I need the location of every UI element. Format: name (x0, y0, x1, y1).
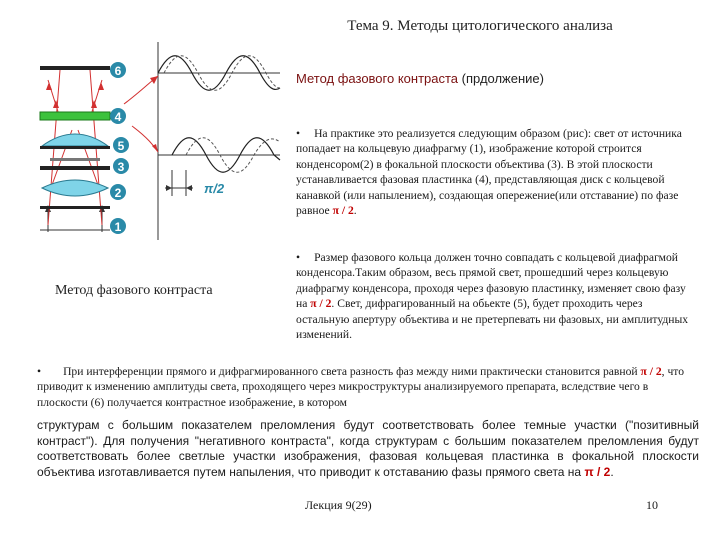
bullet: • (37, 365, 42, 378)
pi-symbol: π / 2 (310, 297, 332, 311)
subtitle-rest: (прдолжение) (458, 71, 544, 86)
label-3: 3 (117, 160, 125, 174)
condenser-lens-2 (42, 180, 108, 196)
pi-symbol: π / 2 (332, 204, 354, 218)
section-subtitle (296, 71, 544, 86)
image-plane-6 (40, 66, 110, 70)
label-4: 4 (114, 110, 122, 124)
objective-lens-3 (42, 134, 108, 146)
paragraph-1-text: На практике это реализуется следующим образом (рис): свет от источника попадает на кольцевую диафрагму (1), изображение которой строится конденсором(2) в фокальной плоскости объектива (3). В этой плоскости устанавливается фазовая пластинка (4), представляющая диск с кольцевой канавкой (или напылением), создающая опережение(или отставание) по фазе равное (296, 127, 682, 218)
paragraph-3-text-a: При интерференции прямого и дифрагмированного света разность фаз между ними практически становится равной (63, 365, 641, 378)
paragraph-3-text-b: , что приводит к изменению амплитуды света, проходящего через микроструктуры анализируемого препарата, вследствие чего в плоскости (6) получается контрастное изображение, в котором (37, 365, 685, 409)
annular-diaphragm-1 (40, 206, 110, 209)
diagram-labels (110, 62, 129, 234)
phase-plate-4 (40, 112, 110, 120)
ray-arrows (46, 82, 104, 108)
label-1: 1 (114, 220, 122, 234)
paragraph-4-text: структурам с большим показателем преломления будут соответствовать более темные участки ("позитивный контраст"). Для получения "негативного контраста", когда структурам с большим показателем преломления будут соответствовать более светлые участки изображения, фазовая кольцевая пластинка в фокальной плоскости объектива изготавливается путем напыления, что приводит к отставанию фазы прямого света на (37, 418, 699, 479)
subtitle-accent: Метод фазового контраста (296, 71, 459, 86)
figure-caption: Метод фазового контраста (55, 283, 213, 298)
paragraph-4 (37, 418, 699, 480)
bullet: • (296, 127, 301, 140)
paragraph-2-text-a: Размер фазового кольца должен точно совпадать с кольцевой диафрагмой конденсора.Таким образом, весь прямой свет, прошедший через кольцевую диафрагму конденсора, проходя через фазовую пластинку, изменяет свою фазу на (296, 251, 686, 311)
pi-symbol: π / 2 (584, 464, 611, 479)
label-2: 2 (114, 186, 122, 200)
paragraph-1-end: . (353, 204, 357, 218)
label-6: 6 (114, 64, 122, 78)
paragraph-2 (296, 250, 696, 342)
label-5: 5 (117, 139, 125, 153)
page-title: Тема 9. Методы цитологического анализа (347, 18, 613, 34)
paragraph-2-text-b: . Свет, дифрагированный на обьекте (5), будет проходить через остальную апертуру объектива и не претерпевать ни фазовых, ни амплитудных изменений. (296, 297, 689, 342)
lecture-footer: Лекция 9(29) (305, 498, 372, 512)
phase-shift-label: π/2 (204, 181, 225, 196)
paragraph-3 (37, 364, 699, 410)
page-number: 10 (646, 498, 658, 512)
paragraph-1 (296, 126, 691, 218)
specimen-5 (50, 158, 100, 161)
bullet: • (296, 251, 301, 264)
paragraph-4-end: . (610, 464, 614, 479)
phase-contrast-diagram (0, 0, 300, 260)
pi-symbol: π / 2 (640, 365, 662, 378)
